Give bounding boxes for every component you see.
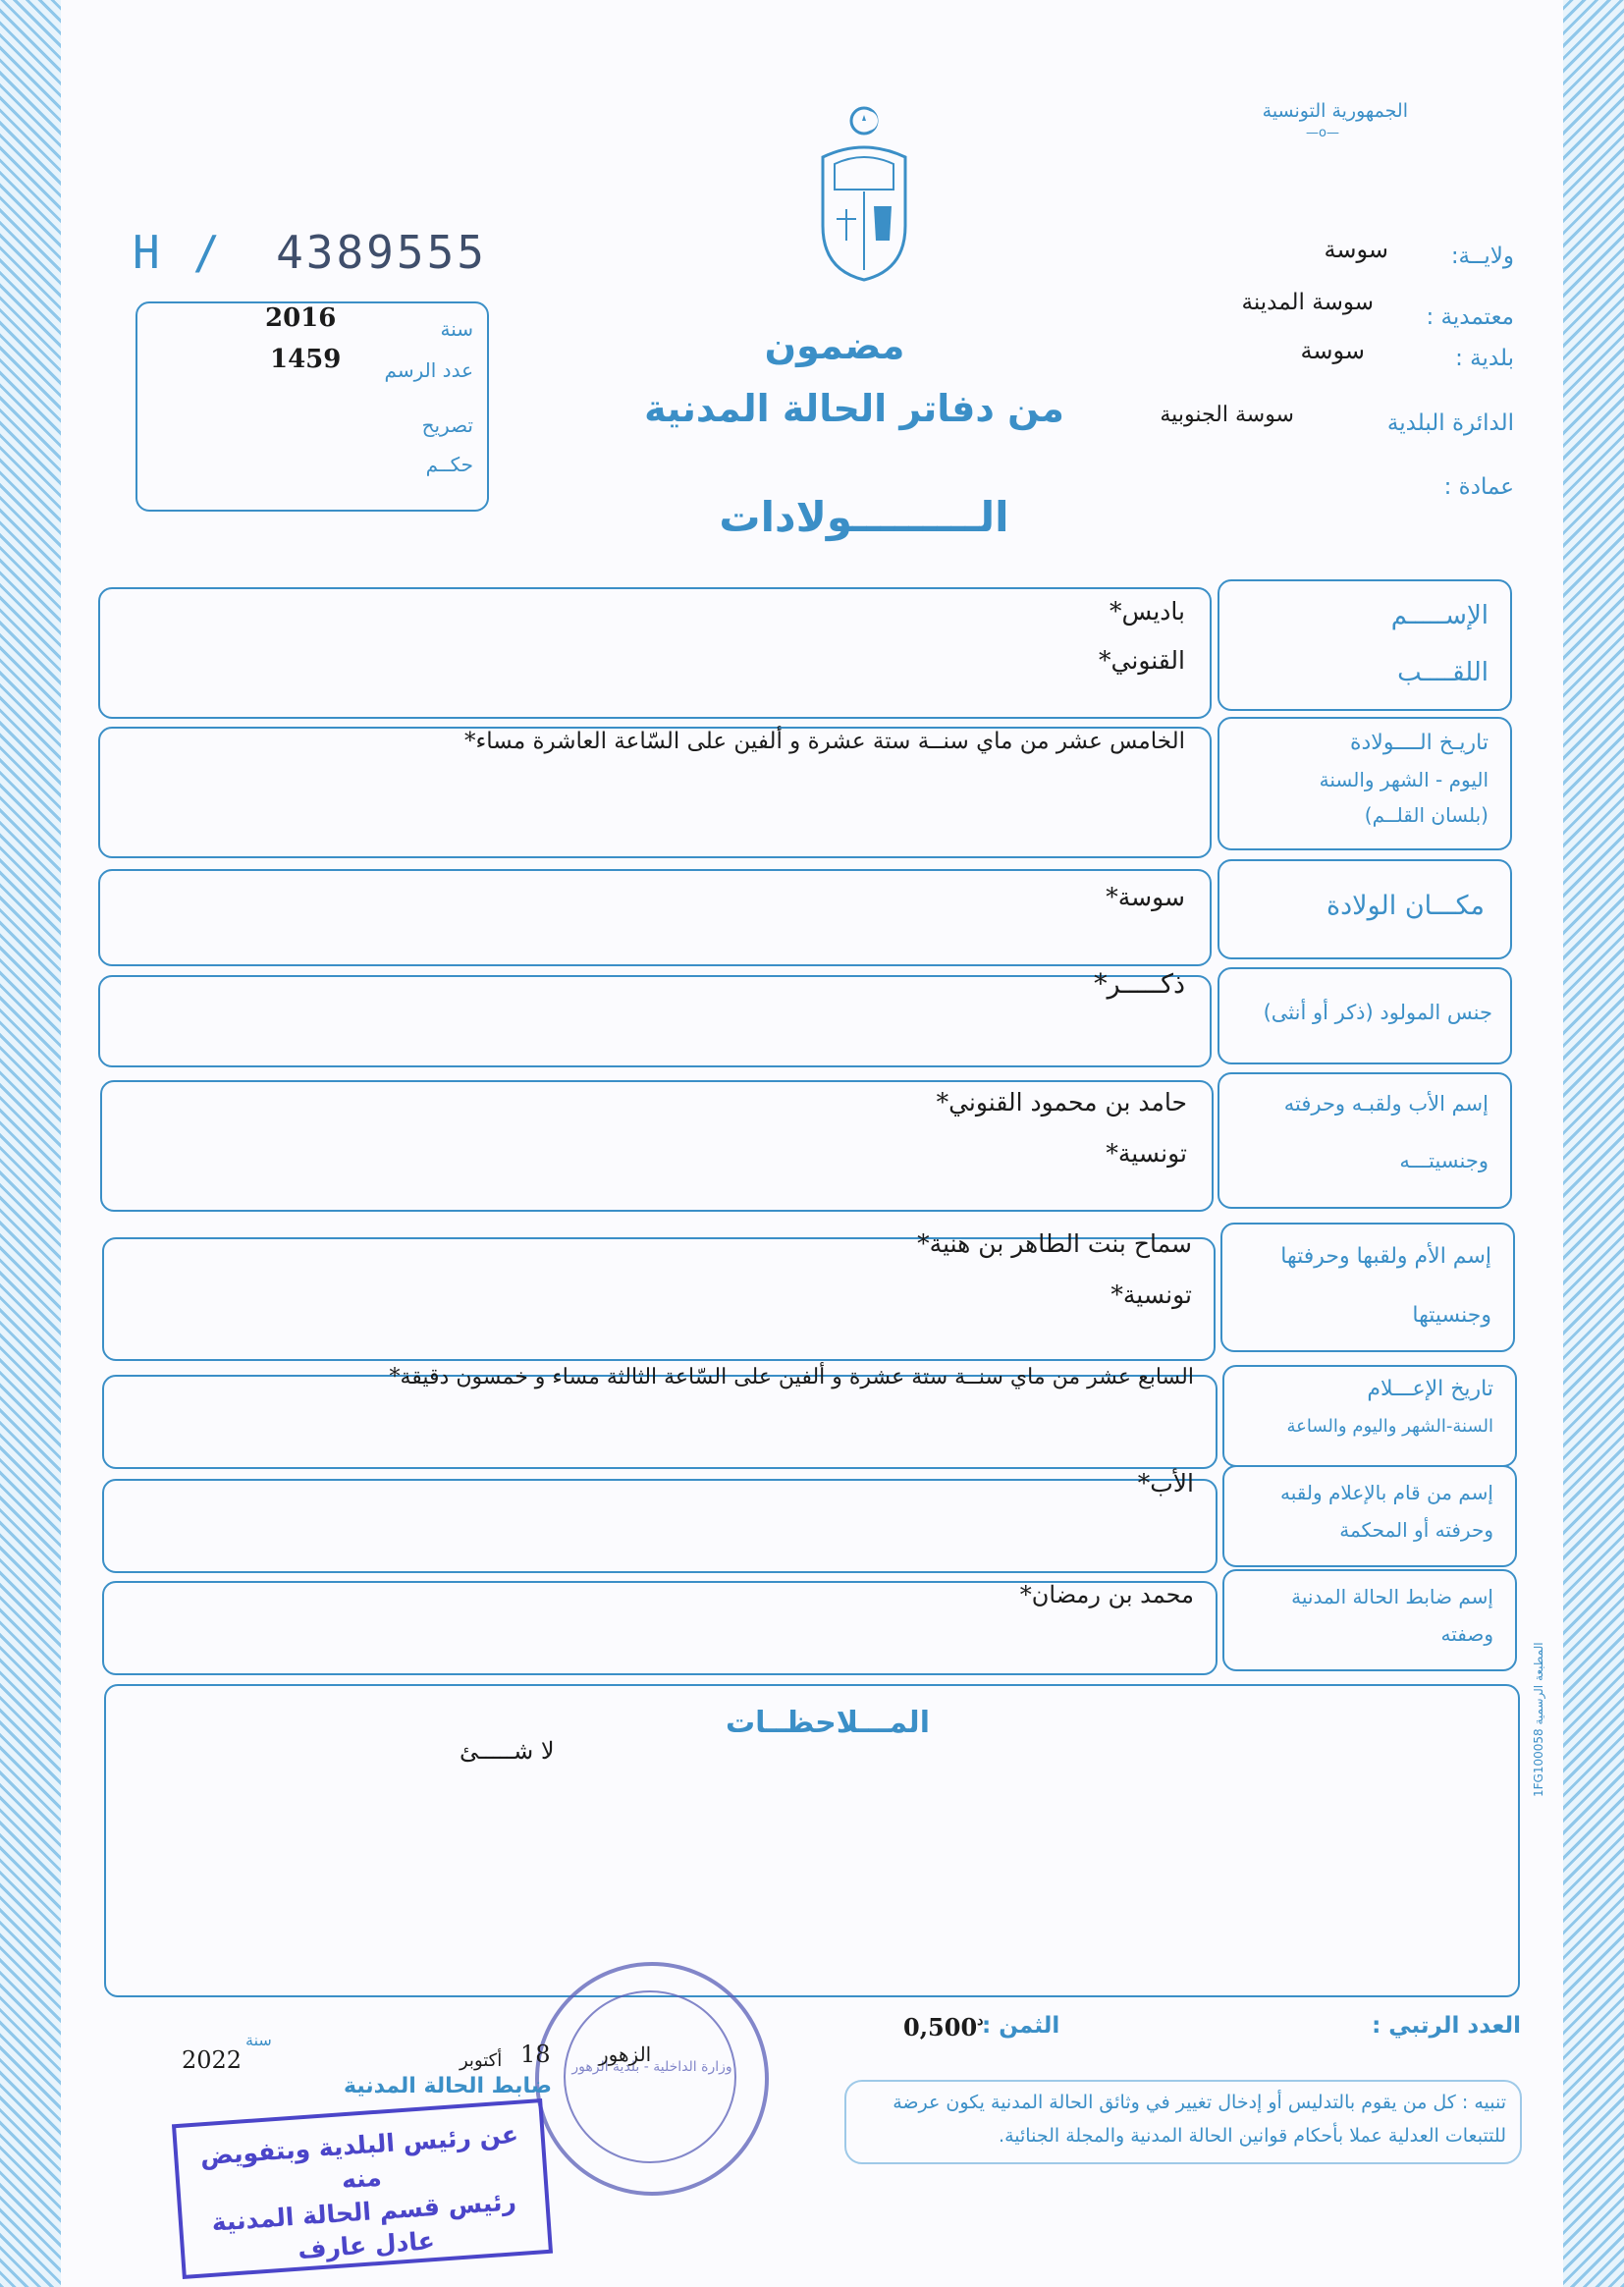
record-number-label: عدد الرسم <box>384 358 473 382</box>
label-box-birth-place <box>1218 859 1512 959</box>
issue-month: أكتوبر <box>460 2050 503 2071</box>
birth-date-sub-label: اليوم - الشهر والسنة <box>1319 768 1489 791</box>
price-unit: د <box>977 2013 984 2029</box>
serial-number-label: العدد الرتبي : <box>1372 2013 1521 2039</box>
mother-nationality-label: وجنسيتها <box>1412 1303 1491 1328</box>
label-box-father <box>1218 1072 1512 1209</box>
issue-place: الزهور <box>599 2042 652 2066</box>
registry-box <box>135 301 489 512</box>
remarks-box <box>104 1684 1520 1997</box>
value-box-sex <box>98 969 1212 1067</box>
seal-text: وزارة الداخلية - بلدية الزهور <box>571 2059 732 2075</box>
serial-value: 4389555 <box>276 226 487 279</box>
official-round-seal <box>535 1962 769 2196</box>
label-box-officer <box>1222 1569 1517 1671</box>
left-guilloche-border <box>0 0 61 2287</box>
mother-value: سماح بنت الطاهر بن هنية* <box>917 1229 1192 1258</box>
value-box-name <box>98 587 1212 719</box>
mother-nationality-value: تونسية* <box>1110 1280 1192 1309</box>
birth-date-label: تاريـخ الــــولادة <box>1349 731 1489 755</box>
first-name-label: الإســـــم <box>1390 601 1489 630</box>
legal-notice <box>844 2080 1522 2164</box>
birth-date-words-label: (بلسان القلــم) <box>1364 803 1489 827</box>
district-value: سوسة الجنوبية <box>1160 403 1294 427</box>
remarks-value: لا شـــــئ <box>460 1737 555 1765</box>
value-box-birth-date <box>98 727 1212 858</box>
right-guilloche-border <box>1563 0 1624 2287</box>
surname-label: اللقــــب <box>1397 658 1489 687</box>
first-name-value: باديس* <box>1109 597 1185 626</box>
delegation-label: معتمدية : <box>1426 304 1514 330</box>
document-title-line-2: من دفاتر الحالة المدنية <box>644 387 1064 430</box>
birth-place-value: سوسة* <box>1106 883 1185 911</box>
declarant-label: إسم من قام بالإعلام ولقبه <box>1280 1481 1493 1504</box>
coat-of-arms-emblem <box>815 103 913 285</box>
value-box-mother <box>102 1229 1216 1361</box>
label-box-mother <box>1220 1223 1515 1352</box>
municipality-value: سوسة <box>1300 337 1365 364</box>
price-label: الثمن : <box>982 2013 1060 2039</box>
officer-value: محمد بن رمضان* <box>1019 1581 1194 1608</box>
officer-label: إسم ضابط الحالة المدنية <box>1291 1585 1493 1608</box>
document-title-line-1: مضمون <box>764 324 905 367</box>
father-value: حامد بن محمود القنوني* <box>936 1088 1187 1116</box>
district-label: الدائرة البلدية <box>1386 410 1514 436</box>
father-nationality-label: وجنسيتـــه <box>1399 1149 1489 1172</box>
value-box-declarant <box>102 1469 1218 1573</box>
label-box-declaration-date <box>1222 1365 1517 1467</box>
issue-year: 2022 <box>182 2046 243 2074</box>
label-box-birth-date <box>1218 717 1512 850</box>
seal-inner-ring <box>564 1990 736 2163</box>
record-number-value: 1459 <box>270 345 342 374</box>
omada-label: عمادة : <box>1443 474 1514 500</box>
serial-prefix: H / <box>133 226 224 279</box>
sex-value: ذكـــــر* <box>1094 969 1185 1000</box>
declarant-value: الأب* <box>1137 1469 1194 1497</box>
remarks-title: المـــلاحظــات <box>726 1706 930 1740</box>
birth-place-label: مكـــان الولادة <box>1326 891 1485 921</box>
value-box-declaration-date <box>102 1365 1218 1469</box>
republic-header: الجمهورية التونسية <box>1262 100 1408 122</box>
stamp-line-2: رئيس قسم الحالة المدنية <box>210 2187 517 2237</box>
sex-label: جنس المولود (ذكر أو أنثى) <box>1263 1001 1492 1024</box>
legal-notice-line-1: تنبيه : كل من يقوم بالتدليس أو إدخال تغيير في وثائق الحالة المدنية يكون عرضة <box>893 2092 1506 2113</box>
surname-value: القنوني* <box>1099 646 1185 675</box>
value-box-birth-place <box>98 869 1212 966</box>
municipality-label: بلدية : <box>1455 346 1514 371</box>
stamp-line-3: عادل عارف <box>297 2226 436 2264</box>
declaration-label: تصريح <box>421 413 473 437</box>
delegation-value: سوسة المدينة <box>1241 290 1374 315</box>
judgment-label: حكــم <box>425 453 473 476</box>
civil-officer-label: ضابط الحالة المدنية <box>344 2074 553 2098</box>
registry-year-value: 2016 <box>265 303 337 333</box>
label-box-declarant <box>1222 1465 1517 1567</box>
printer-side-code: المطبعة الرسمية 1FG100058 <box>1532 1642 1545 1797</box>
registry-year-label: سنة <box>440 317 473 341</box>
label-box-sex <box>1218 967 1512 1064</box>
stamp-line-1: عن رئيس البلدية وبتفويض منه <box>198 2119 519 2195</box>
issue-year-label: سنة <box>245 2031 272 2049</box>
legal-notice-line-2: للتتبعات العدلية عملا بأحكام قوانين الحالة المدنية والمجلة الجنائية. <box>999 2125 1506 2147</box>
governorate-label: ولايــة: <box>1450 244 1514 269</box>
price-value <box>903 2013 983 2042</box>
officer-sub-label: وصفته <box>1440 1622 1493 1646</box>
governorate-value: سوسة <box>1324 236 1388 263</box>
mother-label: إسم الأم ولقبها وحرفتها <box>1280 1244 1491 1269</box>
delegation-stamp <box>172 2098 553 2279</box>
price-amount: 0,500 <box>903 2013 978 2042</box>
declarant-sub-label: وحرفته أو المحكمة <box>1339 1518 1493 1542</box>
issue-day: 18 <box>520 2041 551 2068</box>
declaration-date-sub-label: السنة-الشهر واليوم والساعة <box>1286 1416 1493 1437</box>
father-label: إسم الأب ولقبـه وحرفته <box>1283 1092 1489 1116</box>
serial-number <box>133 226 487 279</box>
declaration-date-value: السابع عشر من ماي سنــة ستة عشرة و ألفين على السّاعة الثالثة مساء و خمسون دقيقة* <box>389 1365 1194 1389</box>
birth-date-value: الخامس عشر من ماي سنــة ستة عشرة و ألفين على السّاعة العاشرة مساء* <box>463 729 1185 754</box>
declaration-date-label: تاريخ الإعـــلام <box>1367 1377 1493 1401</box>
father-nationality-value: تونسية* <box>1106 1139 1187 1168</box>
value-box-father <box>100 1080 1214 1212</box>
section-title-births: الـــــــــولادات <box>719 493 1009 541</box>
republic-divider: —o— <box>1306 126 1339 140</box>
label-box-name <box>1218 579 1512 711</box>
value-box-officer <box>102 1581 1218 1675</box>
